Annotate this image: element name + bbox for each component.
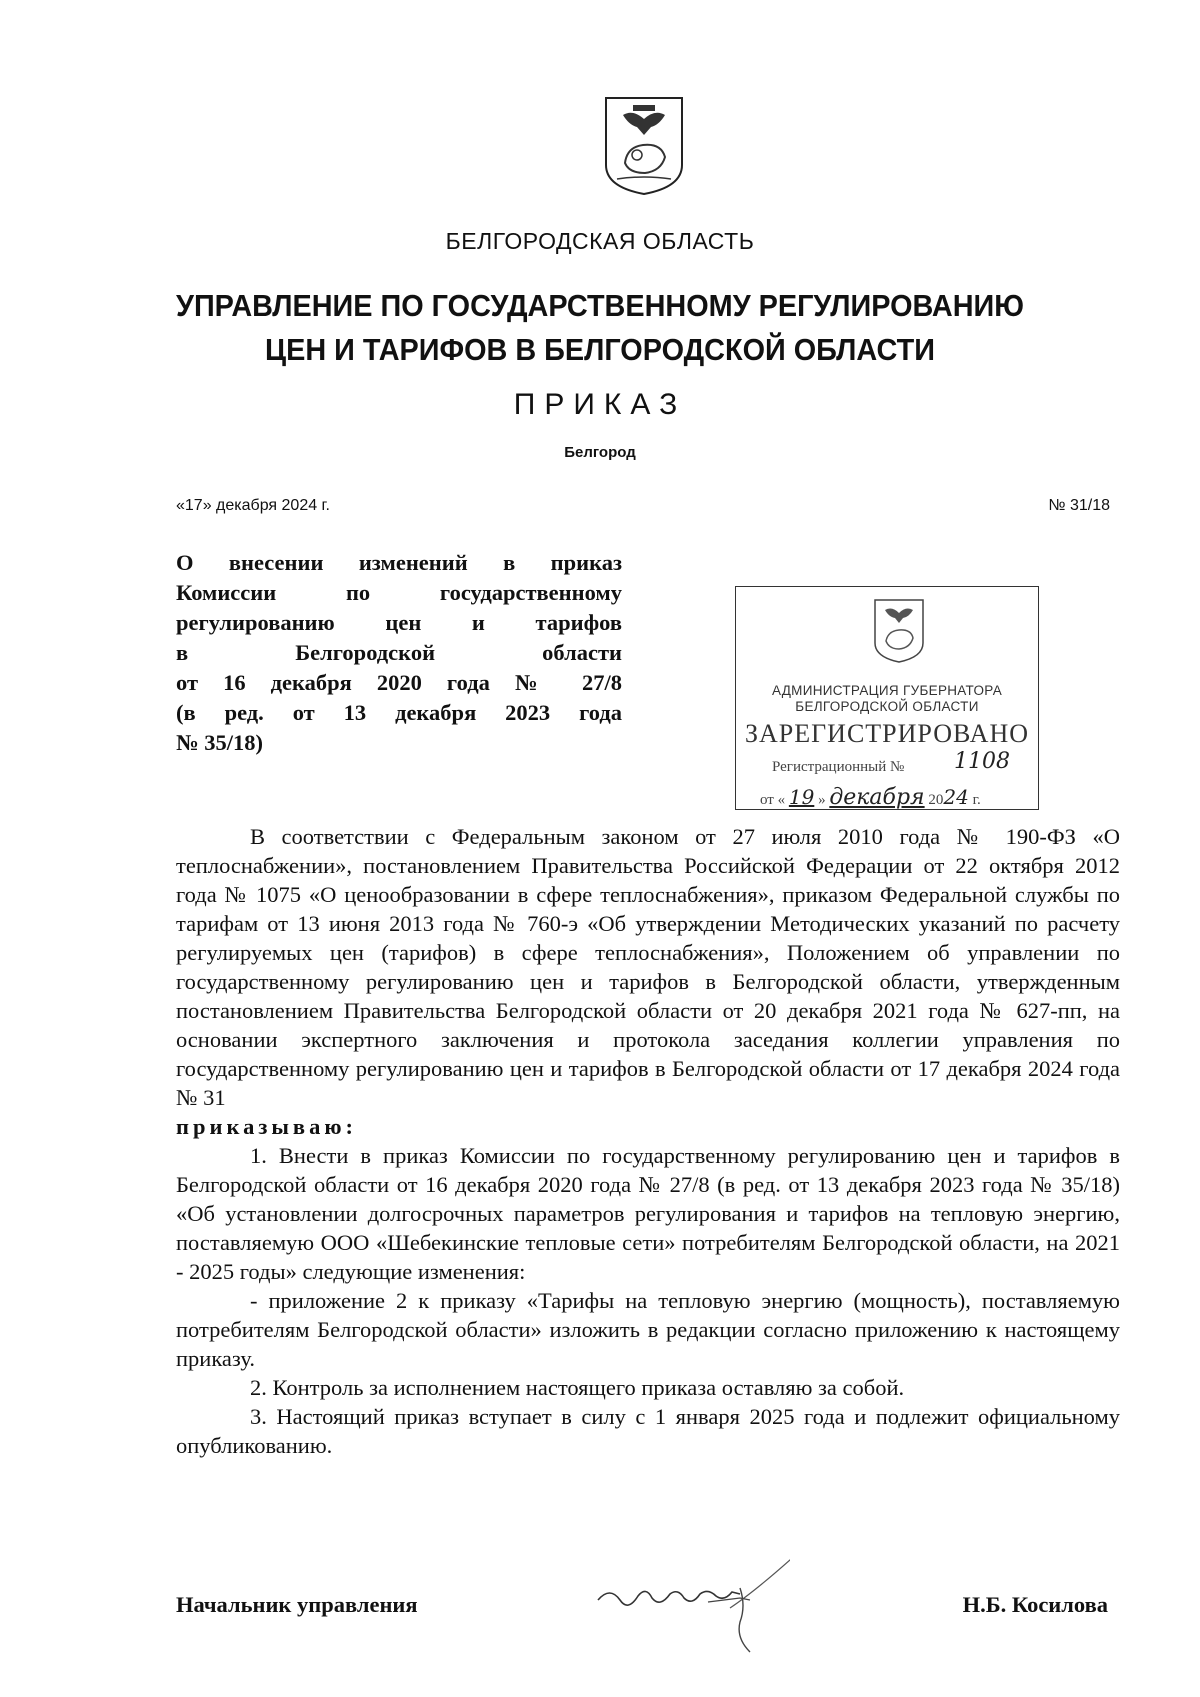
order-word-text: приказываю:	[176, 1114, 358, 1139]
subject-line: О внесении изменений в приказ	[176, 550, 622, 575]
item-1-subitem: - приложение 2 к приказу «Тарифы на тепловую энергию (мощность), поставляемую потребителям Белгородской области» изложить в редакции согласно приложению к настоящему приказу.	[176, 1288, 1120, 1371]
stamp-organization-line2: БЕЛГОРОДСКОЙ ОБЛАСТИ	[795, 699, 979, 714]
subject-line: регулированию цен и тарифов	[176, 610, 622, 635]
item-1: 1. Внести в приказ Комиссии по государственному регулированию цен и тарифов в Белгородской области от 16 декабря 2020 года № 27/8 (в ред. от 13 декабря 2023 года № 35/18) «Об установлении долгосрочных параметров регулирования и тарифов на тепловую энергию, поставляемую ООО «Шебекинские тепловые сети» потребителям Белгородской области, на 2021 - 2025 годы» следующие изменения:	[176, 1143, 1120, 1284]
stamp-date-prefix: от «	[760, 792, 786, 808]
subject-line: в Белгородской области	[176, 640, 622, 665]
stamp-emblem-icon	[872, 597, 926, 665]
organization-name-line1: УПРАВЛЕНИЕ ПО ГОСУДАРСТВЕННОМУ РЕГУЛИРОВАНИЮ	[176, 288, 1024, 323]
region-name: БЕЛГОРОДСКАЯ ОБЛАСТЬ	[445, 228, 755, 254]
subject-line: (в ред. от 13 декабря 2023 года	[176, 700, 622, 725]
order-word	[176, 1112, 1120, 1141]
item-3: 3. Настоящий приказ вступает в силу с 1 января 2025 года и подлежит официальному опубликованию.	[176, 1404, 1120, 1458]
subject-line: от 16 декабря 2020 года № 27/8	[176, 670, 622, 695]
stamp-date-day: 19	[788, 785, 815, 809]
registration-stamp	[735, 586, 1039, 810]
stamp-date-mid: »	[818, 792, 826, 808]
subject-line: № 35/18)	[176, 730, 263, 755]
document-type: ПРИКАЗ	[513, 388, 687, 421]
stamp-date-suffix: г.	[972, 792, 981, 808]
stamp-date-year: 24	[943, 785, 969, 809]
handwritten-signature	[590, 1548, 790, 1668]
coat-of-arms-emblem	[603, 95, 685, 197]
order-subject	[176, 548, 622, 758]
organization-name-line2: ЦЕН И ТАРИФОВ В БЕЛГОРОДСКОЙ ОБЛАСТИ	[265, 332, 935, 367]
stamp-reg-number: 1108	[954, 749, 1010, 774]
item-2: 2. Контроль за исполнением настоящего приказа оставляю за собой.	[250, 1375, 905, 1400]
stamp-date-month: декабря	[829, 785, 925, 810]
order-body	[176, 822, 1120, 1460]
preamble-paragraph	[176, 822, 1120, 1112]
stamp-organization-line1: АДМИНИСТРАЦИЯ ГУБЕРНАТОРА	[771, 683, 1003, 698]
order-number: № 31/18	[1048, 497, 1110, 514]
stamp-date-line	[760, 785, 1040, 810]
order-date: «17» декабря 2024 г.	[176, 497, 330, 514]
city: Белгород	[564, 444, 636, 461]
stamp-status: ЗАРЕГИСТРИРОВАНО	[745, 719, 1029, 748]
preamble-text: В соответствии с Федеральным законом от 27 июля 2010 года № 190-ФЗ «О теплоснабжении», постановлением Правительства Российской Федерации от 22 октября 2012 года № 1075 «О ценообразовании в сфере теплоснабжения», приказом Федеральной службы по тарифам от 13 июня 2013 года № 760-э «Об утверждении Методических указаний по расчету регулируемых цен (тарифов) в сфере теплоснабжения», Положением об управлении по государственному регулированию цен и тарифов в Белгородской области, утвержденным постановлением Правительства Белгородской области от 20 декабря 2021 года № 627-пп, на основании экспертного заключения и протокола заседания коллегии управления по государственному регулированию цен и тарифов в Белгородской области от 17 декабря 2024 года № 31	[176, 824, 1120, 1110]
subject-line: Комиссии по государственному	[176, 580, 622, 605]
stamp-reg-label: Регистрационный №	[772, 759, 905, 775]
stamp-date-year-prefix: 20	[928, 792, 944, 808]
signatory-title: Начальник управления	[176, 1592, 418, 1617]
signatory-name: Н.Б. Косилова	[962, 1592, 1108, 1617]
